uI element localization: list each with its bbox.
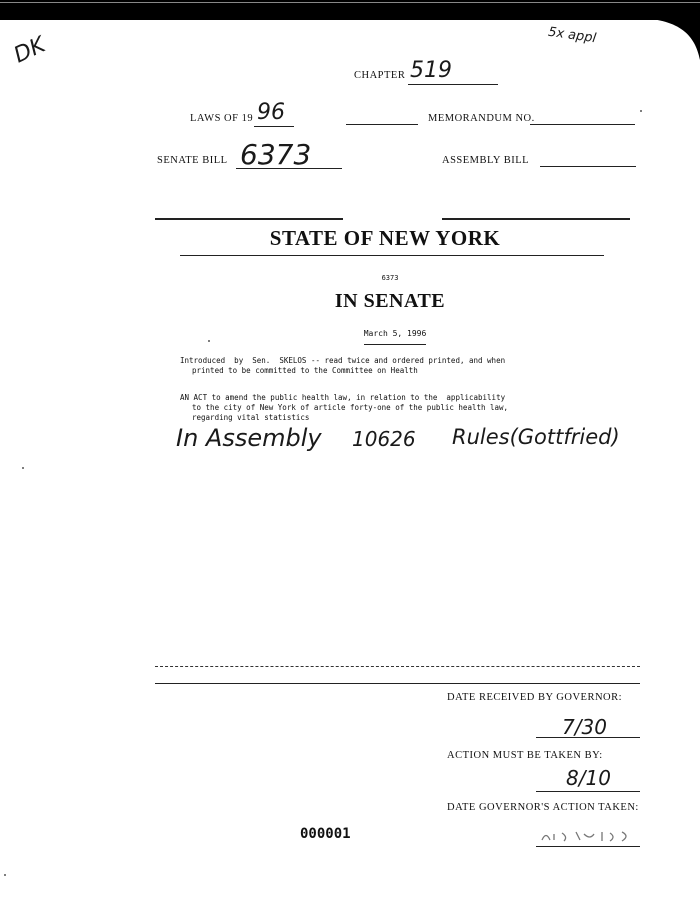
laws-of-label: LAWS OF 19 bbox=[190, 113, 254, 124]
scan-speck bbox=[640, 110, 642, 112]
separator-left bbox=[155, 218, 343, 220]
action-by-underline bbox=[536, 791, 640, 792]
introduced-line-1: Introduced by Sen. SKELOS -- read twice and ordered printed, and when bbox=[180, 356, 506, 365]
governor-action-stamp bbox=[540, 828, 640, 844]
top-edge-line bbox=[0, 2, 700, 3]
corner-handwritten-mark: DK bbox=[10, 32, 50, 69]
senate-bill-label: SENATE BILL bbox=[157, 155, 228, 166]
assembly-bill-blank-line bbox=[540, 166, 636, 167]
action-by-label: ACTION MUST BE TAKEN BY: bbox=[447, 750, 603, 761]
separator-right bbox=[442, 218, 630, 220]
act-line-1: AN ACT to amend the public health law, in relation to the applicability bbox=[180, 393, 506, 402]
act-line-3: regarding vital statistics bbox=[192, 413, 310, 422]
chapter-label: CHAPTER bbox=[354, 70, 406, 81]
laws-of-underline bbox=[254, 126, 294, 127]
laws-of-blank-line bbox=[346, 124, 418, 125]
state-title-rule bbox=[180, 255, 604, 256]
scan-speck bbox=[22, 467, 24, 469]
assembly-note-referral: Rules(Gottfried) bbox=[452, 425, 620, 449]
page-stamp: 000001 bbox=[300, 826, 351, 842]
faint-date-stamp-mark bbox=[540, 828, 640, 844]
introduced-line-2: printed to be committed to the Committee on Health bbox=[192, 366, 418, 375]
senate-bill-underline bbox=[236, 168, 342, 169]
top-scan-bar-curve bbox=[640, 0, 700, 60]
act-line-2: to the city of New York of article forty-one of the public health law, bbox=[192, 403, 509, 412]
assembly-note-text: In Assembly bbox=[176, 424, 322, 452]
scan-speck bbox=[4, 874, 6, 876]
introduced-date: March 5, 1996 bbox=[363, 329, 427, 338]
assembly-note-number: 10626 bbox=[352, 427, 416, 451]
chapter-number: 519 bbox=[410, 58, 452, 83]
bill-number-small: 6373 bbox=[381, 274, 399, 282]
governor-action-label: DATE GOVERNOR'S ACTION TAKEN: bbox=[447, 802, 639, 813]
bottom-rule-1 bbox=[155, 666, 640, 667]
state-title: STATE OF NEW YORK bbox=[269, 226, 501, 250]
scan-speck bbox=[208, 340, 210, 342]
governor-action-underline bbox=[536, 846, 640, 847]
chapter-underline bbox=[408, 84, 498, 85]
top-right-handwritten-note: 5x appl bbox=[547, 24, 597, 47]
chamber-heading: IN SENATE bbox=[334, 290, 446, 312]
bottom-rule-2 bbox=[155, 683, 640, 684]
date-underline bbox=[364, 344, 426, 345]
date-received-label: DATE RECEIVED BY GOVERNOR: bbox=[447, 692, 623, 703]
memorandum-blank-line bbox=[530, 124, 635, 125]
date-received-value: 7/30 bbox=[562, 715, 607, 739]
assembly-bill-label: ASSEMBLY BILL bbox=[442, 155, 530, 166]
laws-of-year: 96 bbox=[257, 100, 285, 125]
action-by-value: 8/10 bbox=[566, 766, 611, 790]
memorandum-label: MEMORANDUM NO. bbox=[428, 113, 535, 124]
date-received-underline bbox=[536, 737, 640, 738]
senate-bill-number: 6373 bbox=[240, 138, 312, 171]
top-scan-bar bbox=[0, 0, 700, 20]
